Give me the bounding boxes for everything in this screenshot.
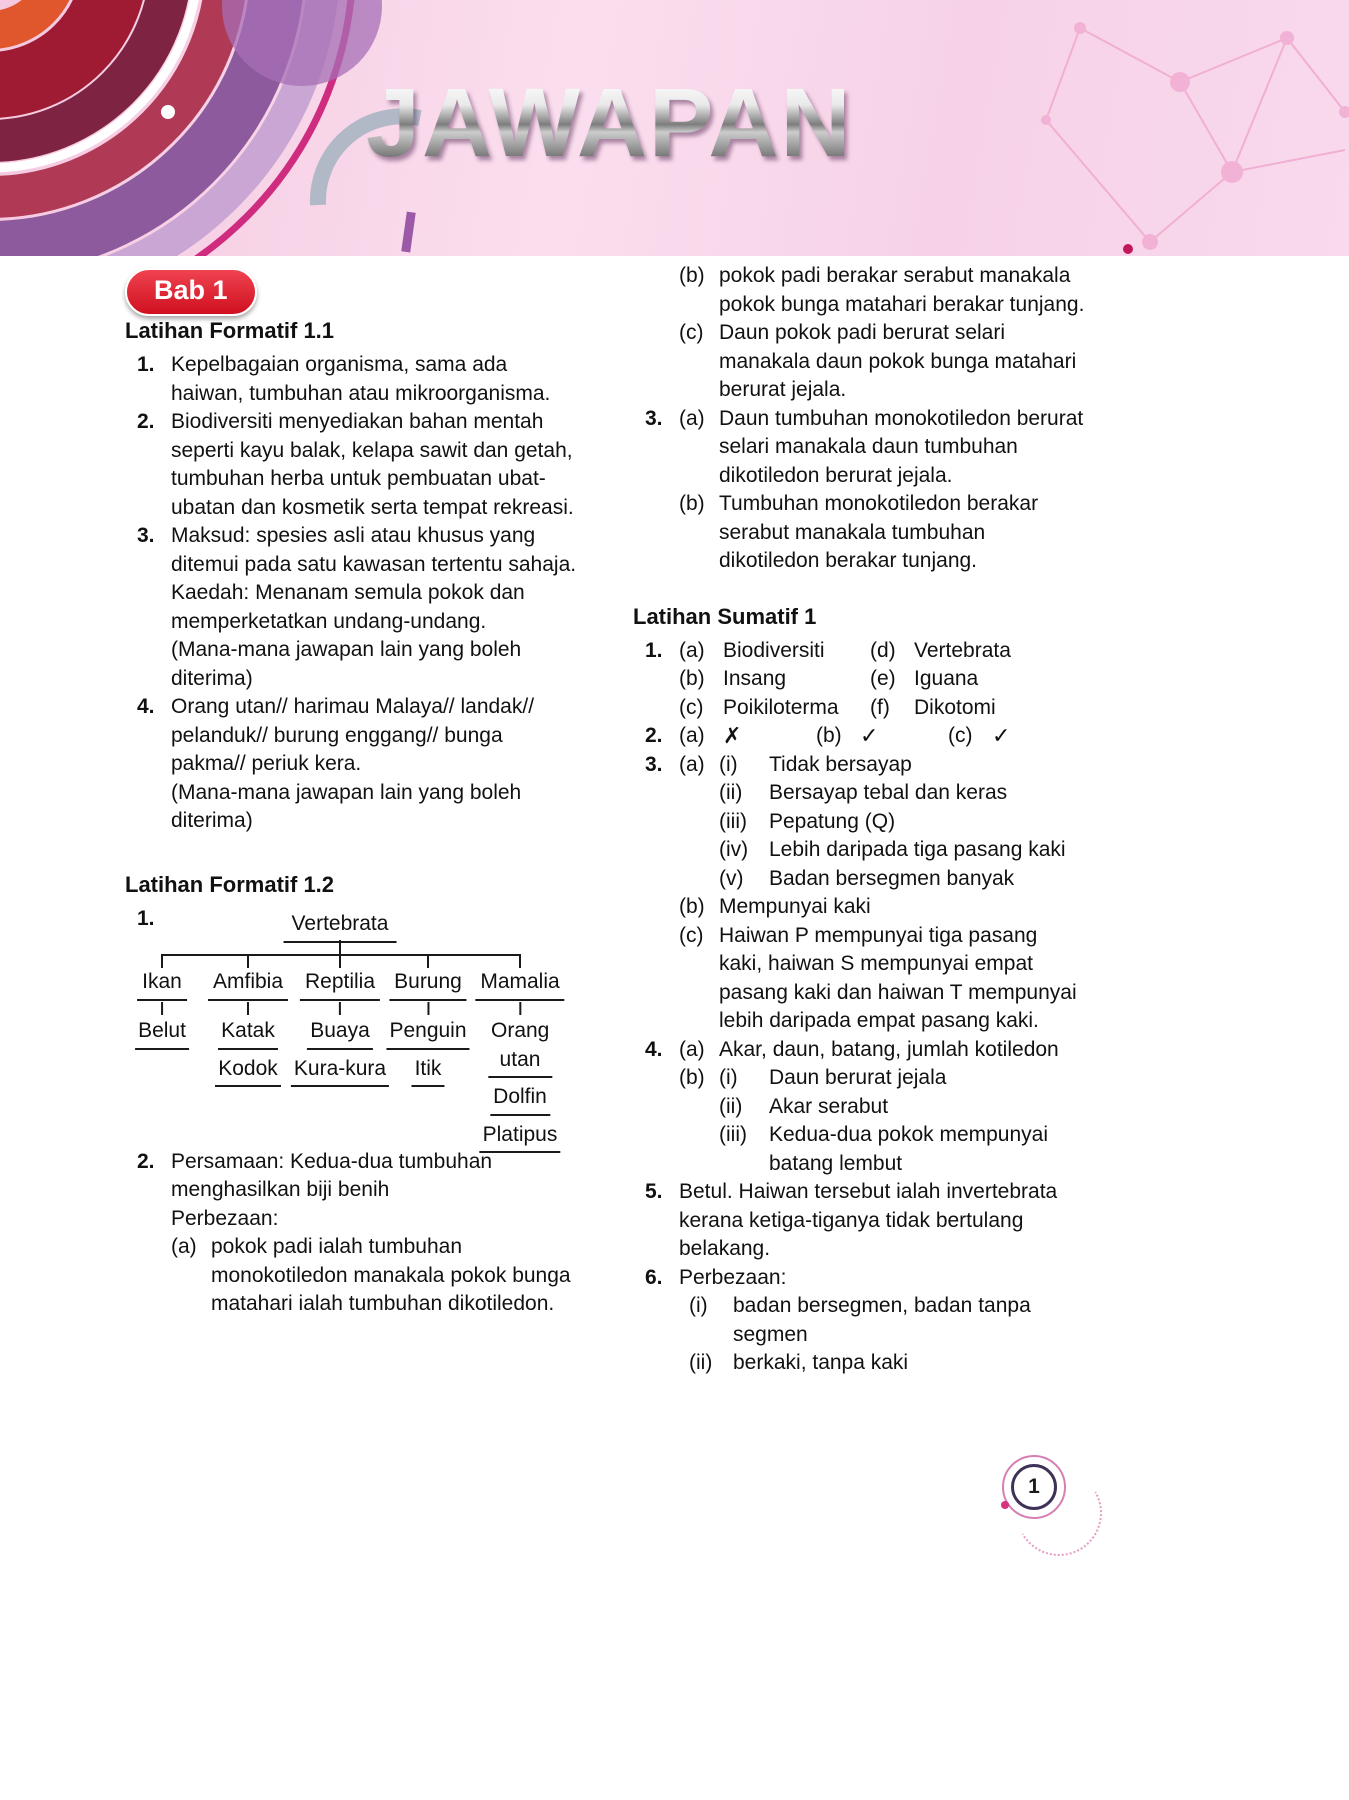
roman-text: Bersayap tebal dan keras — [769, 781, 1008, 804]
tree-branch-label: Burung — [389, 968, 467, 1002]
answer-text — [679, 637, 1085, 723]
tree-connector — [161, 956, 163, 968]
roman-item — [689, 1292, 1085, 1349]
question-number: 1. — [645, 638, 663, 662]
tree-connector — [247, 1002, 249, 1015]
matching-answers — [679, 637, 1085, 723]
sub-answer-text: Tumbuhan monokotiledon berakar serabut manakala tumbuhan dikotiledon berakar tunjang. — [719, 492, 1039, 572]
question-item-s1-3 — [645, 751, 1085, 1036]
sub-answer-c — [679, 922, 1085, 1036]
classification-tree — [133, 910, 603, 1146]
sub-answer-b — [679, 262, 1085, 319]
sub-answer-text: Haiwan P mempunyai tiga pasang kaki, haiwan S mempunyai empat pasang kaki dan haiwan T mempunyai lebih daripada empat pasang kaki. — [719, 923, 1077, 1032]
sub-answer-a — [679, 405, 1085, 491]
tree-connector — [427, 956, 429, 968]
sub-answer-label: (b) — [679, 264, 705, 287]
section-heading-formatif-1-1: Latihan Formatif 1.1 — [125, 318, 335, 343]
sub-answer-text — [719, 751, 1085, 894]
roman-item — [719, 1093, 1085, 1122]
sub-answer-text: Daun pokok padi berurat selari manakala daun pokok bunga matahari berurat jejala. — [719, 321, 1077, 401]
tree-connector — [161, 954, 521, 956]
question-number: 3. — [645, 406, 663, 430]
sub-answer-label: (b) — [679, 1066, 705, 1089]
question-number: 2. — [137, 1149, 155, 1173]
purple-dash — [401, 212, 415, 253]
tree-branch-label: Amfibia — [208, 968, 288, 1002]
tree-connector — [519, 1002, 521, 1015]
tree-branch-reptilia — [291, 968, 389, 1093]
sub-answer-label: (a) — [679, 406, 705, 430]
answer-line: (Mana-mana jawapan lain yang boleh diterima) — [171, 780, 522, 832]
sub-answer-label: (a) — [171, 1235, 197, 1258]
chapter-badge: Bab 1 — [125, 268, 257, 316]
sub-answer-text: pokok padi ialah tumbuhan monokotiledon manakala pokok bunga matahari ialah tumbuhan dikotiledon. — [211, 1235, 571, 1315]
question-item-f11-3 — [137, 522, 580, 693]
sub-answer-label: (c) — [679, 923, 704, 947]
page-title: JAWAPAN — [366, 68, 853, 177]
tree-connector — [247, 956, 249, 968]
answer-line: Maksud: spesies asli atau khusus yang ditemui pada satu kawasan tertentu sahaja. — [171, 524, 577, 576]
question-number: 2. — [137, 410, 155, 433]
tree-branch-mamalia — [475, 968, 564, 1159]
page-number-ring — [1002, 1455, 1066, 1519]
question-item-s1-1 — [645, 637, 1085, 723]
sub-answer-text: Iguana — [914, 667, 979, 690]
answer-text — [679, 722, 1085, 751]
question-item-f11-4 — [137, 693, 580, 836]
answer-line: Persamaan: Kedua-dua tumbuhan menghasilkan biji benih — [171, 1149, 493, 1201]
tree-connector — [161, 1002, 163, 1015]
answer-text — [679, 1264, 1085, 1378]
sub-answer-label: (b) — [679, 667, 705, 690]
page-number: 1 — [1011, 1464, 1057, 1510]
sub-answer-text: pokok padi berakar serabut manakala pokok bunga matahari berakar tunjang. — [719, 264, 1085, 316]
question-number: 3. — [645, 752, 663, 776]
sub-answer-label: (a) — [679, 724, 705, 747]
question-number: 6. — [645, 1265, 663, 1289]
tree-leaf-label: Buaya — [307, 1017, 373, 1050]
sub-answer-label: (d) — [870, 638, 896, 662]
roman-text: Daun berurat jejala — [769, 1066, 947, 1089]
answer-text: Biodiversiti menyediakan bahan mentah seperti kayu balak, kelapa sawit dan getah, tumbuhan herba untuk pembuatan ubat-ubatan dan kosmetik serta tempat rekreasi. — [171, 410, 574, 519]
sub-answer-label: (f) — [870, 695, 890, 719]
tree-leaf-label: Belut — [135, 1017, 189, 1050]
spacer — [633, 576, 1085, 602]
roman-item — [689, 1349, 1085, 1378]
sub-answer-label: (a) — [679, 1037, 705, 1061]
answer-text — [679, 262, 1085, 405]
sub-answer-b — [679, 1064, 1085, 1178]
answer-text: Kepelbagaian organisma, sama ada haiwan, tumbuhan atau mikroorganisma. — [171, 353, 551, 405]
question-item-s1-4 — [645, 1036, 1085, 1179]
sub-answer-text: Akar, daun, batang, jumlah kotiledon — [719, 1037, 1059, 1061]
sub-answer-text: Poikiloterma — [723, 695, 839, 719]
mark-b — [816, 722, 948, 751]
roman-label: (v) — [719, 866, 744, 890]
question-number: 3. — [137, 524, 155, 547]
roman-label: (iii) — [719, 809, 747, 833]
check-icon: ✓ — [992, 723, 1011, 748]
roman-text: berkaki, tanpa kaki — [733, 1351, 909, 1374]
sub-answer-label: (c) — [948, 724, 973, 747]
network-nodes — [1041, 22, 1349, 250]
roman-text: Pepatung (Q) — [769, 809, 896, 833]
question-item-f11-2 — [137, 408, 580, 522]
tree-leaf-label: Orang utan — [488, 1017, 552, 1078]
tree-leaf-label: Katak — [218, 1017, 278, 1050]
sub-answer-text — [719, 1064, 1085, 1178]
roman-text: Kedua-dua pokok mempunyai batang lembut — [769, 1123, 1049, 1175]
answer-text — [171, 522, 580, 693]
tree-connector — [339, 956, 341, 968]
question-number: 4. — [645, 1037, 663, 1061]
question-item-s1-2 — [645, 722, 1085, 751]
question-item-f12-1 — [137, 905, 580, 1146]
white-dot — [161, 105, 175, 119]
question-number: 2. — [645, 724, 663, 747]
roman-item — [719, 808, 1085, 837]
right-column — [633, 262, 1085, 1378]
sub-answer-label: (e) — [870, 667, 896, 690]
tree-leaf-label: Itik — [412, 1055, 445, 1088]
question-number: 4. — [137, 695, 155, 718]
tree-branch-burung — [386, 968, 469, 1093]
tree-branch-amfibia — [208, 968, 288, 1093]
roman-item — [719, 1121, 1085, 1178]
answer-line: Perbezaan: — [679, 1265, 787, 1289]
question-number-placeholder — [645, 262, 679, 405]
sub-answer-label: (a) — [679, 752, 705, 776]
roman-label: (i) — [719, 1066, 738, 1089]
tree-branch-label: Mamalia — [475, 968, 564, 1002]
section-heading-formatif-1-2: Latihan Formatif 1.2 — [125, 871, 335, 897]
answer-line: Kaedah: Menanam semula pokok dan memperketatkan undang-undang. — [171, 581, 525, 633]
network-pattern — [1046, 28, 1345, 242]
sub-answer-label: (c) — [679, 321, 704, 344]
cross-icon: ✗ — [723, 723, 742, 748]
tree-connector — [519, 956, 521, 968]
answer-text — [171, 693, 580, 836]
question-item-f12-2-cont — [645, 262, 1085, 405]
sub-answer-text: Dikotomi — [914, 695, 996, 719]
sub-answer-text: Biodiversiti — [723, 638, 825, 662]
roman-item — [719, 779, 1085, 808]
tree-leaf-label: Platipus — [480, 1121, 561, 1154]
sub-answer-text: Mempunyai kaki — [719, 895, 871, 918]
question-item-f11-1 — [137, 351, 580, 408]
tree-connector — [427, 1002, 429, 1015]
sub-answer-a — [679, 1036, 1085, 1065]
roman-text: Lebih daripada tiga pasang kaki — [769, 838, 1066, 861]
answer-text — [679, 405, 1085, 576]
tree-leaf-label: Kura-kura — [291, 1055, 389, 1088]
roman-item — [719, 865, 1085, 894]
tree-root-label: Vertebrata — [284, 910, 397, 944]
answer-line: Orang utan// harimau Malaya// landak// pelanduk// burung enggang// bunga pakma// periuk kera. — [171, 695, 535, 775]
answer-text — [679, 1036, 1085, 1179]
roman-label: (iii) — [719, 1123, 747, 1146]
roman-label: (i) — [719, 752, 738, 776]
question-number: 1. — [137, 353, 155, 376]
roman-label: (ii) — [719, 1094, 743, 1118]
mark-a — [679, 722, 816, 751]
sub-answer-text: Vertebrata — [914, 638, 1011, 662]
roman-label: (i) — [689, 1294, 708, 1317]
check-icon: ✓ — [860, 723, 879, 748]
tree-branch-label: Reptilia — [300, 968, 380, 1002]
mark-c — [948, 722, 1010, 751]
roman-item — [719, 1064, 1085, 1093]
sub-answer-label: (c) — [679, 695, 704, 719]
sub-answer-c — [679, 319, 1085, 405]
answer-text — [171, 1148, 580, 1319]
tree-leaf-label: Dolfin — [490, 1083, 550, 1116]
roman-text: Tidak bersayap — [769, 752, 912, 776]
answer-line: (Mana-mana jawapan lain yang boleh diterima) — [171, 638, 522, 690]
roman-label: (iv) — [719, 838, 749, 861]
question-number: 1. — [137, 906, 155, 930]
roman-item — [719, 836, 1085, 865]
answer-line: Perbezaan: — [171, 1206, 279, 1230]
roman-item — [719, 751, 1085, 780]
roman-label: (ii) — [719, 781, 743, 804]
spacer — [125, 836, 580, 870]
sub-answer-a — [171, 1233, 580, 1319]
sub-answer-b — [679, 893, 1085, 922]
tree-connector — [339, 1002, 341, 1015]
roman-text: Akar serabut — [769, 1094, 889, 1118]
left-column — [125, 316, 580, 1319]
tree-branch-label: Ikan — [137, 968, 187, 1002]
tree-leaf-label: Penguin — [386, 1017, 469, 1050]
sub-answer-label: (b) — [679, 492, 705, 515]
question-item-f12-2 — [137, 1148, 580, 1319]
question-number: 5. — [645, 1180, 663, 1203]
tree-connector — [339, 940, 341, 954]
sub-answer-b — [679, 490, 1085, 576]
page-banner — [0, 0, 1349, 256]
answer-text: Betul. Haiwan tersebut ialah invertebrata kerana ketiga-tiganya tidak bertulang belakang. — [679, 1180, 1058, 1260]
roman-label: (ii) — [689, 1351, 713, 1374]
sub-answer-text: Insang — [723, 667, 787, 690]
roman-text: badan bersegmen, badan tanpa segmen — [733, 1294, 1031, 1346]
question-item-s1-5 — [645, 1178, 1085, 1264]
answer-text — [679, 751, 1085, 1036]
sub-answer-label: (b) — [816, 724, 842, 747]
sub-answer-text: Daun tumbuhan monokotiledon berurat selari manakala daun tumbuhan dikotiledon berurat jejala. — [719, 406, 1084, 487]
question-item-f12-3 — [645, 405, 1085, 576]
tree-branch-ikan — [135, 968, 189, 1055]
sub-answer-label: (b) — [679, 895, 705, 918]
question-item-s1-6 — [645, 1264, 1085, 1378]
tree-leaf-label: Kodok — [215, 1055, 281, 1088]
red-dot — [1123, 244, 1133, 254]
sub-answer-label: (a) — [679, 638, 705, 662]
sub-answer-a — [679, 751, 1085, 894]
section-heading-sumatif-1: Latihan Sumatif 1 — [633, 603, 817, 629]
roman-text: Badan bersegmen banyak — [769, 866, 1015, 890]
answer-diagram — [138, 905, 580, 1146]
tick-cross-row — [679, 722, 1085, 751]
